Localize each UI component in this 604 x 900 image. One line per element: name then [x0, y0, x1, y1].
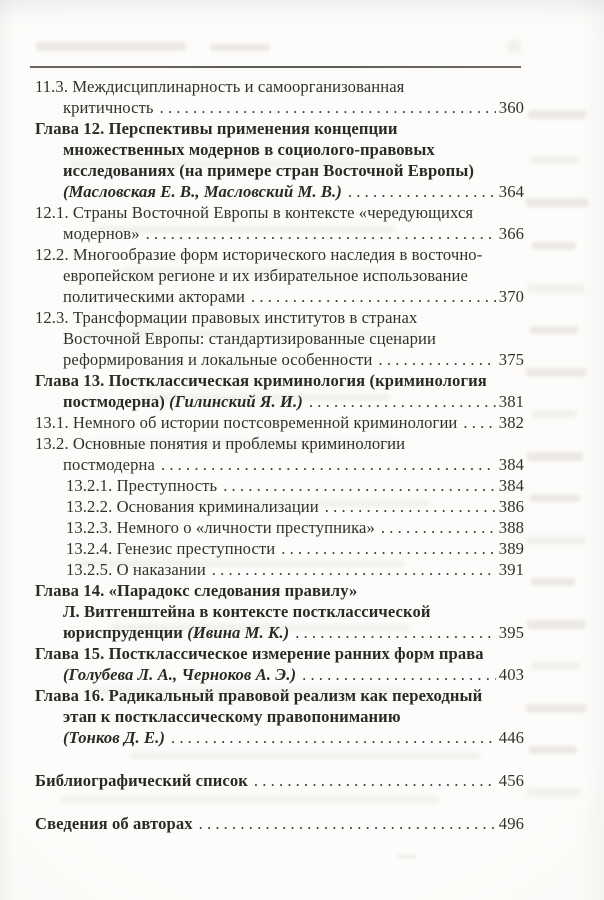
- toc-line: [35, 391, 524, 412]
- toc-line-text: [35, 706, 401, 727]
- toc-entry: [35, 496, 524, 517]
- toc-text-segment: множественных модернов в социолого-правовых: [63, 140, 435, 159]
- toc-page-number: 456: [498, 771, 524, 790]
- bleedthrough-smudge: [527, 788, 581, 797]
- toc-line-text: [35, 685, 482, 706]
- toc-text-segment: 13.2.3. Немного о «личности преступника»: [66, 518, 375, 537]
- toc-line: [35, 307, 524, 328]
- toc-page-number: 395: [498, 623, 524, 642]
- dot-leader: [171, 727, 496, 748]
- toc-line-text: [35, 517, 375, 538]
- toc-page-number: 384: [498, 455, 524, 474]
- toc-text-segment: реформирования и локальные особенности: [63, 350, 373, 369]
- toc-line: [35, 412, 524, 433]
- toc-line-text: [35, 118, 397, 139]
- toc-line: [35, 559, 524, 580]
- toc-entry: [35, 307, 524, 370]
- toc-line-text: [35, 181, 342, 202]
- toc-text-segment: 13.2.4. Генезис преступности: [66, 539, 276, 558]
- toc-text-segment: (Тонков Д. Е.): [63, 728, 165, 747]
- toc-line-text: [35, 601, 431, 622]
- bleedthrough-smudge: [398, 855, 416, 858]
- bleedthrough-smudge: [527, 620, 585, 629]
- toc-entry: [35, 643, 524, 685]
- toc-entry: [35, 559, 524, 580]
- toc-line-text: [35, 328, 436, 349]
- toc-line-text: [35, 454, 155, 475]
- toc-page-number: 389: [498, 539, 524, 558]
- toc-text-segment: (Голубева Л. А., Черноков А. Э.): [63, 665, 297, 684]
- toc-entry: [35, 813, 524, 834]
- header-rule: [30, 66, 521, 68]
- toc-text-segment: Библиографический список: [35, 771, 248, 790]
- toc-text-segment: исследованиях (на примере стран Восточной Европы): [63, 161, 475, 180]
- toc-text-segment: Глава 13. Постклассическая криминология (криминология: [35, 371, 487, 390]
- toc-text-segment: 12.2. Многообразие форм исторического наследия в восточно-: [35, 245, 483, 264]
- toc-line: [35, 813, 524, 834]
- dot-leader: [199, 813, 496, 834]
- toc-line-text: [35, 307, 417, 328]
- toc-line-text: [35, 244, 482, 265]
- toc-page-number: 382: [498, 413, 524, 432]
- toc-line: [35, 286, 524, 307]
- toc-text-segment: (Гилинский Я. И.): [169, 392, 303, 411]
- toc-text-segment: постмодерна: [63, 455, 155, 474]
- toc-line-text: [35, 580, 357, 601]
- toc-text-segment: модернов»: [63, 224, 140, 243]
- toc-line-text: [35, 538, 275, 559]
- toc-line-text: [35, 370, 487, 391]
- toc-text-segment: политическими акторами: [63, 287, 245, 306]
- bleedthrough-smudge: [531, 578, 575, 586]
- toc-text-segment: юриспруденции: [63, 623, 188, 642]
- dot-leader: [295, 622, 496, 643]
- toc-page-number: 386: [498, 497, 524, 516]
- toc-text-segment: европейском регионе и их избирательное использование: [63, 266, 468, 285]
- toc-line: [35, 97, 524, 118]
- toc-line: [35, 643, 524, 664]
- toc-line: [35, 538, 524, 559]
- table-of-contents: [35, 76, 524, 834]
- toc-line: [35, 328, 524, 349]
- toc-entry: [35, 412, 524, 433]
- bleedthrough-smudge: [530, 156, 580, 164]
- toc-line-text: [35, 433, 405, 454]
- toc-line: [35, 622, 524, 643]
- toc-entry: [35, 538, 524, 559]
- toc-page-number: 375: [498, 350, 524, 369]
- toc-entry: [35, 770, 524, 791]
- toc-entry: [35, 202, 524, 244]
- toc-line-text: [35, 727, 165, 748]
- toc-text-segment: Глава 16. Радикальный правовой реализм как переходный: [35, 686, 483, 705]
- toc-line: [35, 706, 524, 727]
- toc-line: [35, 370, 524, 391]
- toc-line-text: [35, 770, 248, 791]
- toc-line-text: [35, 559, 206, 580]
- toc-line: [35, 349, 524, 370]
- toc-entry: [35, 475, 524, 496]
- toc-text-segment: 13.2.1. Преступность: [66, 476, 218, 495]
- toc-line-text: [35, 643, 484, 664]
- toc-line: [35, 160, 524, 181]
- toc-line-text: [35, 412, 457, 433]
- toc-line: [35, 181, 524, 202]
- toc-text-segment: 13.1. Немного об истории постсовременной криминологии: [35, 413, 458, 432]
- toc-entry: [35, 76, 524, 118]
- toc-line: [35, 685, 524, 706]
- toc-text-segment: 12.3. Трансформации правовых институтов в странах: [35, 308, 418, 327]
- toc-entry: [35, 517, 524, 538]
- toc-line: [35, 202, 524, 223]
- bleedthrough-smudge: [526, 198, 588, 207]
- toc-entry: [35, 433, 524, 475]
- dot-leader: [223, 475, 496, 496]
- dot-leader: [212, 559, 496, 580]
- toc-line: [35, 475, 524, 496]
- toc-text-segment: постмодерна): [63, 392, 170, 411]
- toc-line: [35, 433, 524, 454]
- dot-leader: [254, 770, 496, 791]
- bleedthrough-smudge: [530, 662, 580, 670]
- dot-leader: [463, 412, 495, 433]
- toc-text-segment: Глава 15. Постклассическое измерение ранних форм права: [35, 644, 484, 663]
- bleedthrough-smudge: [526, 536, 586, 545]
- dot-leader: [309, 391, 496, 412]
- toc-line: [35, 770, 524, 791]
- toc-line: [35, 454, 524, 475]
- toc-text-segment: 11.3. Междисциплинарность и самоорганизованная: [35, 77, 405, 96]
- toc-text-segment: 13.2.2. Основания криминализации: [66, 497, 319, 516]
- bleedthrough-smudge: [528, 110, 586, 119]
- toc-page-number: 496: [498, 814, 524, 833]
- toc-text-segment: 13.2. Основные понятия и проблемы криминологии: [35, 434, 406, 453]
- toc-line: [35, 139, 524, 160]
- toc-line-text: [35, 139, 435, 160]
- toc-line-text: [35, 496, 319, 517]
- bleedthrough-smudge: [530, 326, 578, 334]
- toc-line: [35, 580, 524, 601]
- toc-page-number: 364: [498, 182, 524, 201]
- toc-page-number: 360: [498, 98, 524, 117]
- bleedthrough-smudge: [531, 410, 577, 418]
- toc-page-number: 384: [498, 476, 524, 495]
- bleedthrough-smudge: [508, 40, 521, 53]
- toc-line: [35, 265, 524, 286]
- toc-text-segment: Глава 12. Перспективы применения концепции: [35, 119, 398, 138]
- toc-text-segment: (Ивина М. К.): [187, 623, 290, 642]
- bleedthrough-smudge: [529, 746, 577, 754]
- toc-line: [35, 601, 524, 622]
- bleedthrough-smudge: [210, 44, 270, 51]
- toc-text-segment: критичность: [63, 98, 154, 117]
- toc-line-text: [35, 286, 245, 307]
- toc-page-number: 366: [498, 224, 524, 243]
- toc-page-number: 446: [498, 728, 524, 747]
- bleedthrough-smudge: [530, 494, 580, 502]
- toc-text-segment: Восточной Европы: стандартизированные сценарии: [63, 329, 436, 348]
- dot-leader: [381, 517, 496, 538]
- toc-line-text: [35, 202, 473, 223]
- toc-line-text: [35, 391, 303, 412]
- bleedthrough-smudge: [526, 704, 586, 713]
- toc-line-text: [35, 265, 468, 286]
- bleedthrough-smudge: [36, 42, 186, 51]
- dot-leader: [348, 181, 496, 202]
- toc-entry: [35, 580, 524, 643]
- dot-leader: [302, 664, 496, 685]
- toc-page-number: 391: [498, 560, 524, 579]
- toc-text-segment: этап к постклассическому правопониманию: [63, 707, 401, 726]
- toc-line-text: [35, 813, 193, 834]
- dot-leader: [325, 496, 496, 517]
- toc-line-text: [35, 97, 154, 118]
- toc-text-segment: Глава 14. «Парадокс следования правилу»: [35, 581, 358, 600]
- dot-leader: [146, 223, 496, 244]
- toc-line: [35, 727, 524, 748]
- toc-entry: [35, 118, 524, 202]
- toc-page-number: 388: [498, 518, 524, 537]
- toc-line: [35, 118, 524, 139]
- toc-line-text: [35, 223, 140, 244]
- toc-text-segment: Л. Витгенштейна в контексте постклассической: [63, 602, 431, 621]
- toc-entry: [35, 685, 524, 748]
- toc-page-number: 370: [498, 287, 524, 306]
- dot-leader: [281, 538, 496, 559]
- bleedthrough-smudge: [527, 452, 583, 461]
- toc-line: [35, 244, 524, 265]
- toc-line: [35, 76, 524, 97]
- toc-line-text: [35, 76, 404, 97]
- toc-line: [35, 517, 524, 538]
- dot-leader: [160, 97, 496, 118]
- toc-line: [35, 664, 524, 685]
- toc-page-number: 381: [498, 392, 524, 411]
- bleedthrough-smudge: [527, 284, 585, 293]
- dot-leader: [379, 349, 496, 370]
- toc-line-text: [35, 475, 217, 496]
- toc-page-number: 403: [498, 665, 524, 684]
- toc-entry: [35, 370, 524, 412]
- toc-line: [35, 223, 524, 244]
- toc-entry: [35, 244, 524, 307]
- toc-text-segment: 12.1. Страны Восточной Европы в контексте «чередующихся: [35, 203, 474, 222]
- toc-line-text: [35, 664, 296, 685]
- toc-line-text: [35, 349, 373, 370]
- bleedthrough-smudge: [526, 368, 586, 377]
- toc-text-segment: (Масловская Е. В., Масловский М. В.): [63, 182, 342, 201]
- dot-leader: [251, 286, 496, 307]
- bleedthrough-smudge: [532, 242, 576, 250]
- toc-line: [35, 496, 524, 517]
- dot-leader: [161, 454, 496, 475]
- toc-line-text: [35, 622, 289, 643]
- toc-text-segment: 13.2.5. О наказании: [66, 560, 206, 579]
- toc-text-segment: Сведения об авторах: [35, 814, 193, 833]
- toc-line-text: [35, 160, 474, 181]
